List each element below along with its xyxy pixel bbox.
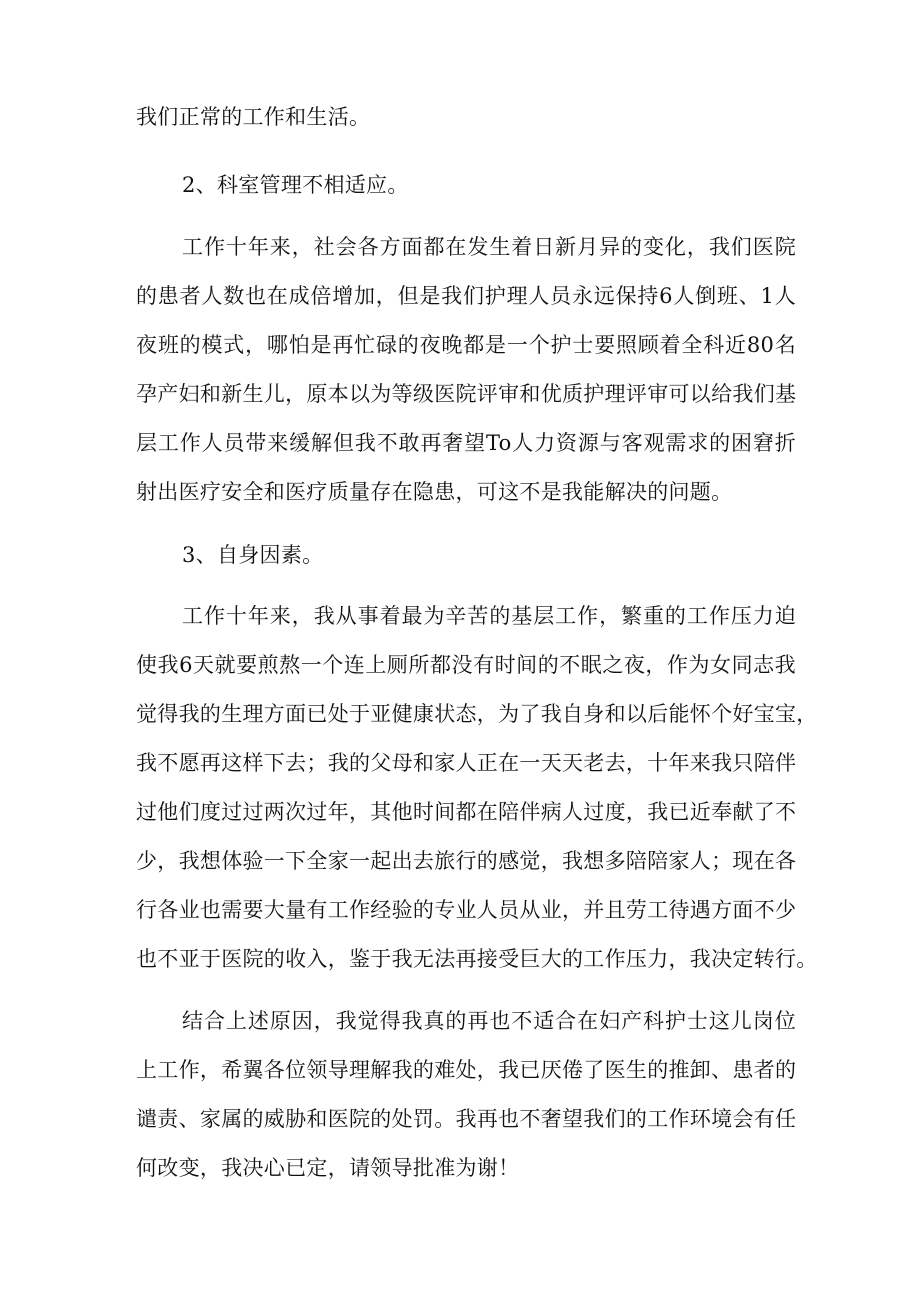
paragraph-line: 孕产妇和新生儿，原本以为等级医院评审和优质护理评审可以给我们基 — [136, 382, 797, 406]
paragraph-line: 何改变，我决心已定，请领导批准为谢！ — [136, 1156, 520, 1180]
section-heading: 3、自身因素。 — [182, 543, 324, 567]
paragraph-line: 我们正常的工作和生活。 — [136, 105, 371, 129]
paragraph-line: 上工作，希翼各位领导理解我的难处，我已厌倦了医生的推卸、患者的 — [136, 1058, 797, 1082]
paragraph-line: 的患者人数也在成倍增加，但是我们护理人员永远保持6人倒班、1人 — [136, 284, 796, 308]
paragraph-line: 夜班的模式，哪怕是再忙碌的夜晚都是一个护士要照顾着全科近80名 — [136, 333, 796, 357]
paragraph-line: 少，我想体验一下全家一起出去旅行的感觉，我想多陪陪家人；现在各 — [136, 849, 797, 873]
paragraph-line: 觉得我的生理方面已处于亚健康状态，为了我自身和以后能怀个好宝宝， — [136, 702, 818, 726]
paragraph-line: 我不愿再这样下去；我的父母和家人正在一天天老去，十年来我只陪伴 — [136, 751, 797, 775]
section-heading: 2、科室管理不相适应。 — [182, 173, 409, 197]
paragraph-line: 也不亚于医院的收入，鉴于我无法再接受巨大的工作压力，我决定转行。 — [136, 947, 818, 971]
paragraph-line: 工作十年来，我从事着最为辛苦的基层工作，繁重的工作压力迫 — [182, 604, 796, 628]
paragraph-line: 使我6天就要煎熬一个连上厕所都没有时间的不眠之夜，作为女同志我 — [136, 653, 796, 677]
paragraph-line: 结合上述原因，我觉得我真的再也不适合在妇产科护士这儿岗位 — [182, 1009, 796, 1033]
paragraph-line: 谴责、家属的威胁和医院的处罚。我再也不奢望我们的工作环境会有任 — [136, 1107, 797, 1131]
paragraph-line: 层工作人员带来缓解但我不敢再奢望To人力资源与客观需求的困窘折 — [136, 431, 796, 455]
paragraph-line: 射出医疗安全和医疗质量存在隐患，可这不是我能解决的问题。 — [136, 480, 733, 504]
paragraph-line: 过他们度过过两次过年，其他时间都在陪伴病人过度，我已近奉献了不 — [136, 800, 797, 824]
paragraph-line: 工作十年来，社会各方面都在发生着日新月异的变化，我们医院 — [182, 235, 796, 259]
paragraph-line: 行各业也需要大量有工作经验的专业人员从业，并且劳工待遇方面不少 — [136, 898, 797, 922]
